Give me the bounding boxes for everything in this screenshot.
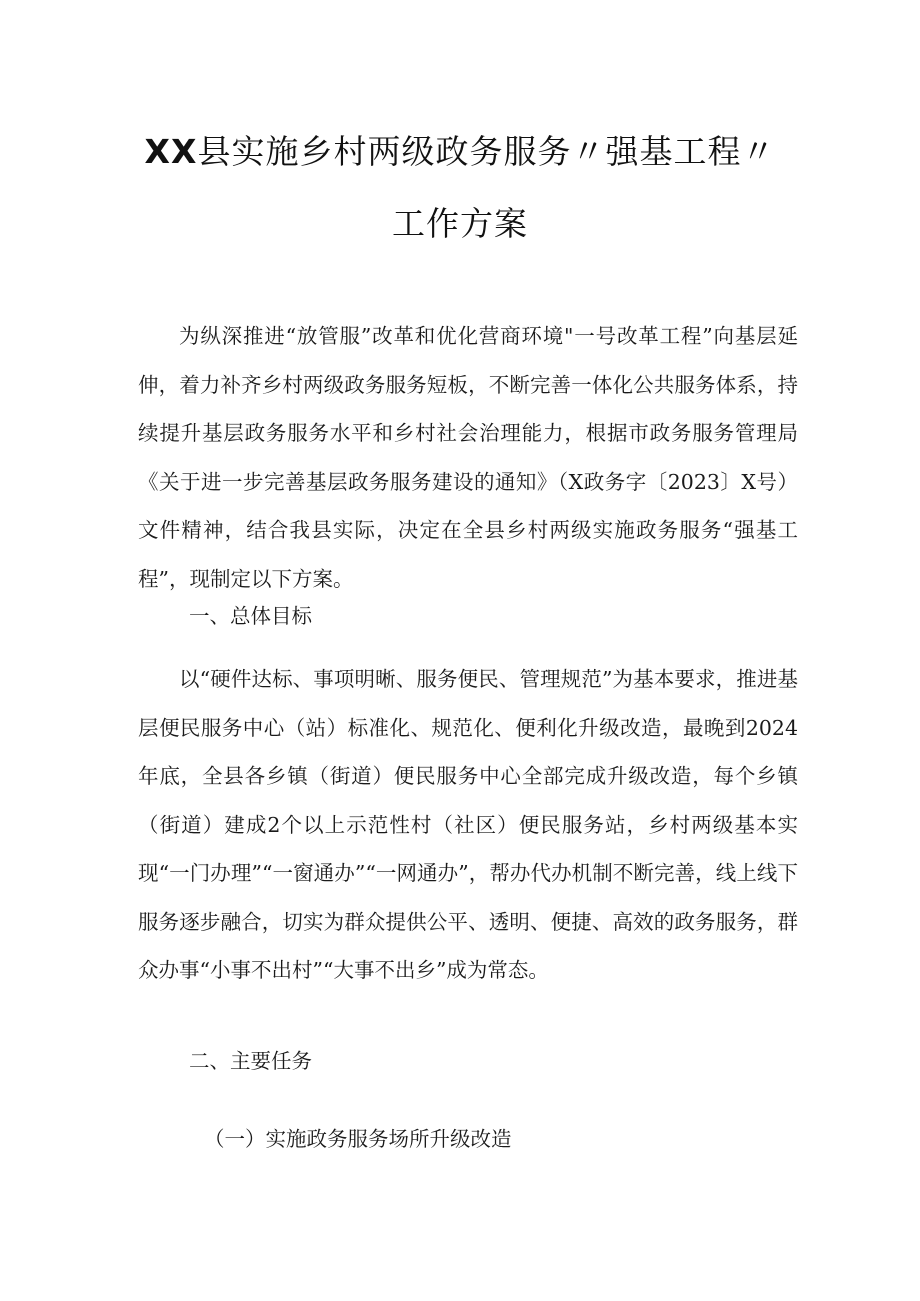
goals-paragraph: 以“硬件达标、事项明晰、服务便民、管理规范”为基本要求，推进基层便民服务中心（站）标准化、规范化、便利化升级改造，最晚到2024年底，全县各乡镇（街道）便民服务中心全部完成升级改造，每个乡镇（街道）建成2个以上示范性村（社区）便民服务站，乡村两级基本实现“一门办理”“一窗通办”“一网通办”，帮办代办机制不断完善，线上线下服务逐步融合，切实为群众提供公平、透明、便捷、高效的政务服务，群众办事“小事不出村”“大事不出乡”成为常态。	[138, 667, 798, 982]
document-title-line2: 工作方案	[392, 204, 528, 243]
section-heading-overall-goals: 一、总体目标	[189, 604, 312, 628]
subsection-heading-venue-upgrade: （一）实施政务服务场所升级改造	[204, 1127, 512, 1151]
section-heading-main-tasks: 二、主要任务	[189, 1049, 312, 1073]
intro-paragraph: 为纵深推进“放管服”改革和优化营商环境"一号改革工程”向基层延伸，着力补齐乡村两级政务服务短板，不断完善一体化公共服务体系，持续提升基层政务服务水平和乡村社会治理能力，根据市政务服务管理局《关于进一步完善基层政务服务建设的通知》（X政务字〔2023〕X号）文件精神，结合我县实际，决定在全县乡村两级实施政务服务“强基工程”，现制定以下方案。	[138, 324, 798, 591]
title-main-text: 县实施乡村两级政务服务〃强基工程〃	[197, 132, 776, 171]
document-title-line1	[0, 126, 920, 173]
title-county-code: XX	[144, 132, 198, 171]
